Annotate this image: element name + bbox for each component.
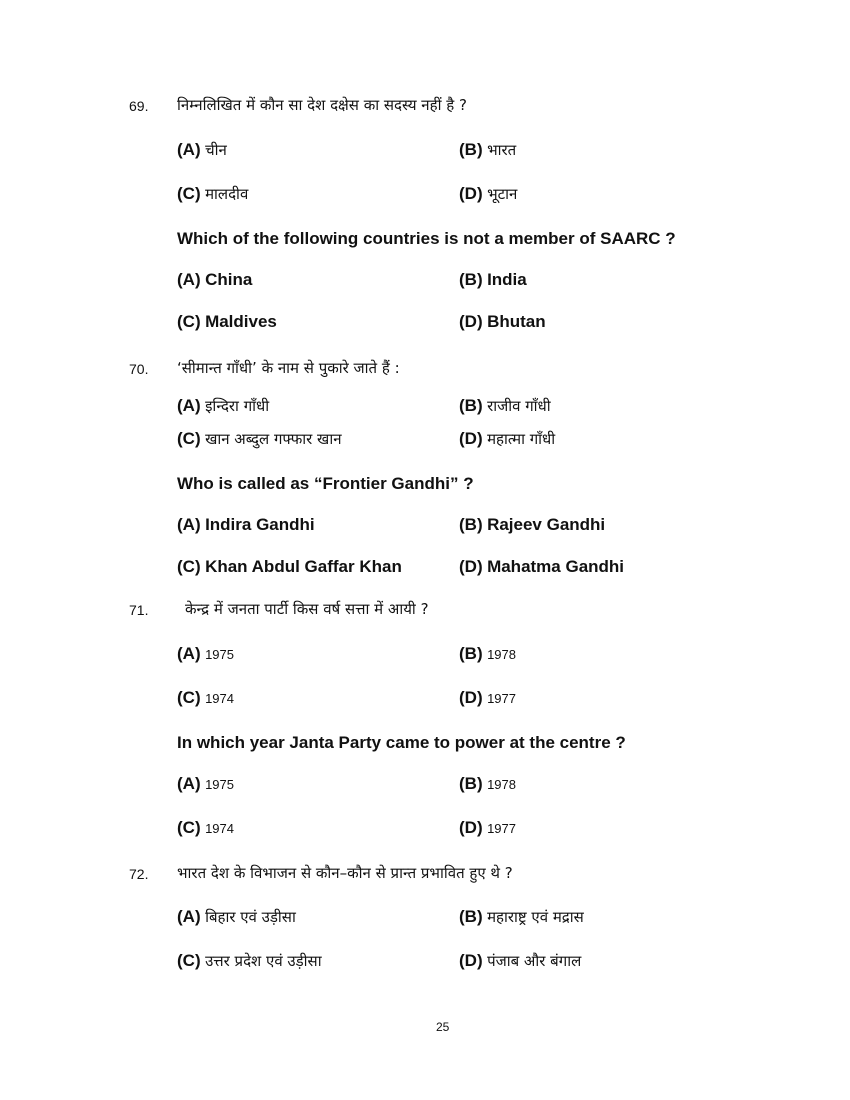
option-d-hindi: (D) पंजाब और बंगाल: [459, 951, 582, 970]
option-c-hindi: (C) उत्तर प्रदेश एवं उड़ीसा: [177, 951, 322, 970]
option-a-english: (A) China: [177, 270, 253, 289]
option-b-hindi: (B) महाराष्ट्र एवं मद्रास: [459, 907, 584, 926]
option-c-english: (C) Maldives: [177, 312, 277, 331]
question-text-hindi: केन्द्र में जनता पार्टी किस वर्ष सत्ता में आयी ?: [185, 600, 429, 618]
question-text-english: Who is called as “Frontier Gandhi” ?: [177, 474, 474, 493]
option-b-english: (B) India: [459, 270, 527, 289]
page-number: 25: [436, 1020, 450, 1034]
question-text-english: Which of the following countries is not a member of SAARC ?: [177, 229, 676, 248]
question-number: 71.: [129, 602, 149, 618]
option-d-hindi: (D) 1977: [459, 688, 516, 707]
question-number: 72.: [129, 866, 149, 882]
question-text-english: In which year Janta Party came to power at the centre ?: [177, 733, 626, 752]
option-b-hindi: (B) भारत: [459, 140, 517, 159]
option-d-english: (D) Bhutan: [459, 312, 546, 331]
option-d-hindi: (D) महात्मा गाँधी: [459, 429, 556, 448]
option-c-hindi: (C) खान अब्दुल गफ्फार खान: [177, 429, 342, 448]
option-d-english: (D) Mahatma Gandhi: [459, 557, 625, 576]
option-b-english: (B) Rajeev Gandhi: [459, 515, 606, 534]
option-a-hindi: (A) बिहार एवं उड़ीसा: [177, 907, 296, 926]
option-b-hindi: (B) 1978: [459, 644, 516, 663]
option-a-english: (A) 1975: [177, 774, 234, 793]
option-c-hindi: (C) 1974: [177, 688, 234, 707]
question-text-hindi: निम्नलिखित में कौन सा देश दक्षेस का सदस्य नहीं है ?: [177, 96, 467, 114]
option-c-english: (C) 1974: [177, 818, 234, 837]
option-b-english: (B) 1978: [459, 774, 516, 793]
option-d-english: (D) 1977: [459, 818, 516, 837]
option-a-english: (A) Indira Gandhi: [177, 515, 315, 534]
question-text-hindi: ‘सीमान्त गाँधी’ के नाम से पुकारे जाते हैं :: [177, 359, 400, 377]
question-text-hindi: भारत देश के विभाजन से कौन–कौन से प्रान्त प्रभावित हुए थे ?: [177, 864, 513, 882]
option-c-hindi: (C) मालदीव: [177, 184, 249, 203]
option-b-hindi: (B) राजीव गाँधी: [459, 396, 551, 415]
option-a-hindi: (A) चीन: [177, 140, 227, 159]
option-a-hindi: (A) इन्दिरा गाँधी: [177, 396, 270, 415]
option-c-english: (C) Khan Abdul Gaffar Khan: [177, 557, 402, 576]
option-a-hindi: (A) 1975: [177, 644, 234, 663]
question-number: 70.: [129, 361, 149, 377]
option-d-hindi: (D) भूटान: [459, 184, 518, 203]
question-number: 69.: [129, 98, 149, 114]
